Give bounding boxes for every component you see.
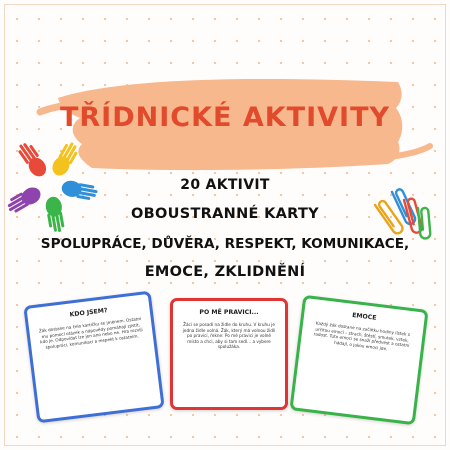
topics-line-2: EMOCE, ZKLIDNĚNÍ bbox=[144, 264, 306, 280]
page-title: TŘÍDNICKÉ AKTIVITY bbox=[59, 102, 391, 133]
card-text: Žáci se posadí na židle do kruhu. V kruhu je jedna židle volná. Žák, který má volnou židli po pravici, řekne: Po mé pravici je volné místo a chci, aby si tam sedl... a vybere spolužáka. bbox=[182, 322, 276, 350]
card-title: EMOCE bbox=[351, 311, 377, 322]
activity-count: 20 AKTIVIT bbox=[180, 177, 270, 193]
topics-line-1: SPOLUPRÁCE, DŮVĚRA, RESPEKT, KOMUNIKACE, bbox=[40, 236, 410, 252]
activity-card-po-me-pravici bbox=[170, 298, 288, 410]
card-type: OBOUSTRANNÉ KARTY bbox=[131, 206, 319, 222]
card-text: Každý žák dostane na začátku hodiny lístek s určitou emocí – strach, štěstí, smutek, vztek, radost. Tuto emoci se snaží předvést a ostatní hádají, o jakou emoci jde. bbox=[313, 320, 411, 352]
activity-card-emoce bbox=[289, 295, 428, 425]
activity-card-kdo-jsem bbox=[23, 291, 164, 424]
card-text: Žák dostane na čelo kartičku se jménem. Ostatní mu pomocí otázek a nápovědy pomáhají zjistit, kdo je. Odpovídat lze jen ano nebo ne. Hra rozvíjí spolupráci, komunikaci a respekt k ostatním. bbox=[38, 315, 143, 350]
card-title: PO MĚ PRAVICI... bbox=[199, 309, 259, 316]
card-title: KDO JSEM? bbox=[69, 307, 108, 319]
